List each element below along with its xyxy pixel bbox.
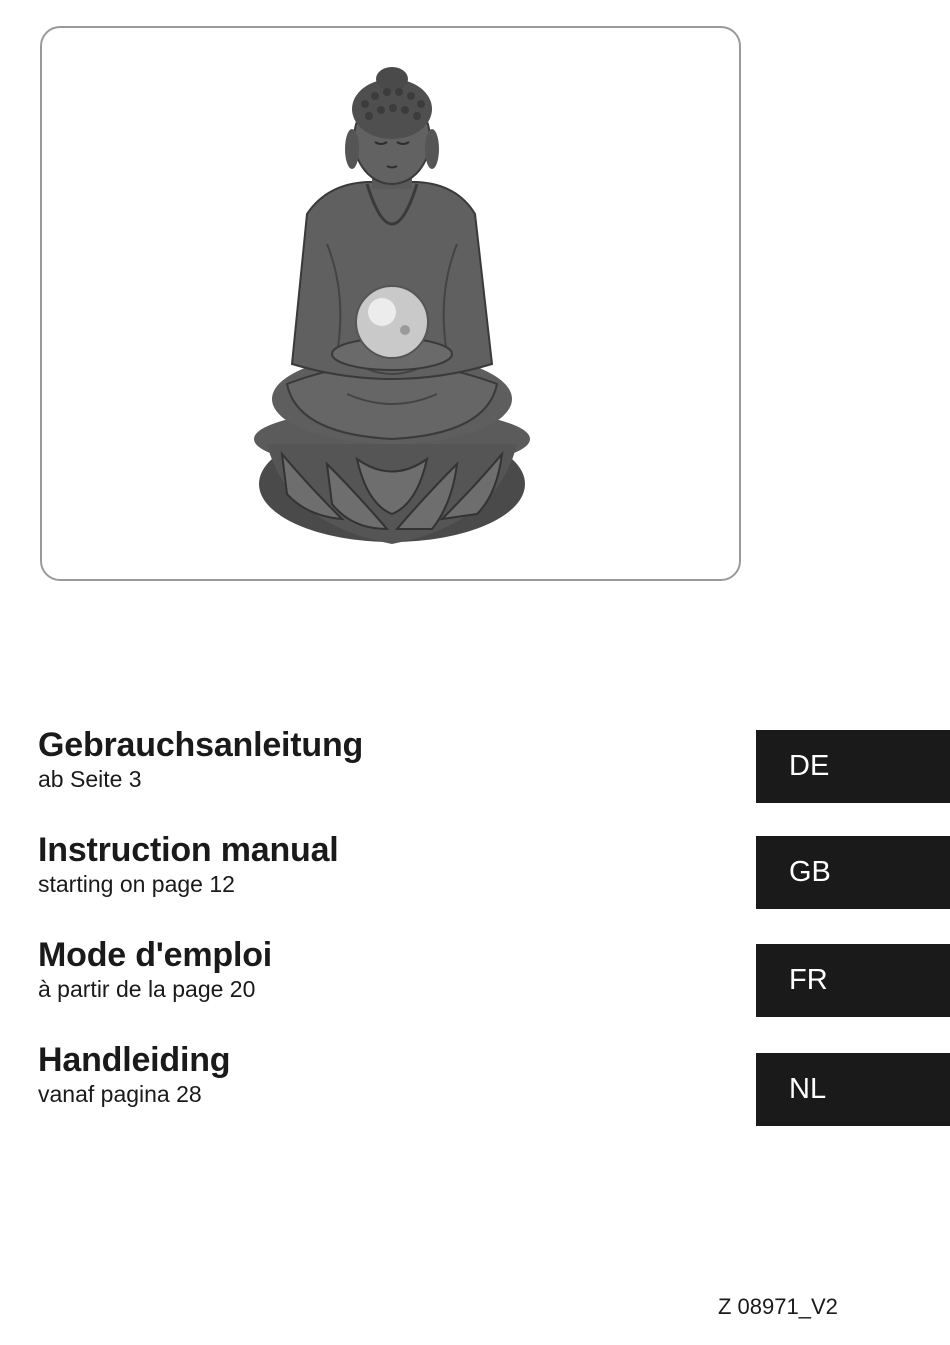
buddha-fountain-image xyxy=(247,64,537,544)
manual-subtitle: vanaf pagina 28 xyxy=(38,1081,202,1107)
manual-title: Instruction manual xyxy=(38,831,339,869)
manual-subtitle: ab Seite 3 xyxy=(38,766,142,792)
language-tab-gb[interactable]: GB xyxy=(756,836,950,909)
language-tab-nl[interactable]: NL xyxy=(756,1053,950,1126)
language-tab-de[interactable]: DE xyxy=(756,730,950,803)
manual-title: Handleiding xyxy=(38,1041,231,1079)
product-image-frame xyxy=(40,26,741,581)
manual-title: Gebrauchsanleitung xyxy=(38,726,364,764)
language-tab-fr[interactable]: FR xyxy=(756,944,950,1017)
manual-entry-gb xyxy=(38,831,339,898)
manual-subtitle: à partir de la page 20 xyxy=(38,976,256,1002)
article-number: Z 08971_V2 xyxy=(718,1294,838,1319)
manual-subtitle: starting on page 12 xyxy=(38,871,235,897)
manual-entry-fr xyxy=(38,936,272,1003)
manual-entry-de xyxy=(38,726,363,793)
manual-title: Mode d'emploi xyxy=(38,936,273,974)
manual-entry-nl xyxy=(38,1041,230,1108)
